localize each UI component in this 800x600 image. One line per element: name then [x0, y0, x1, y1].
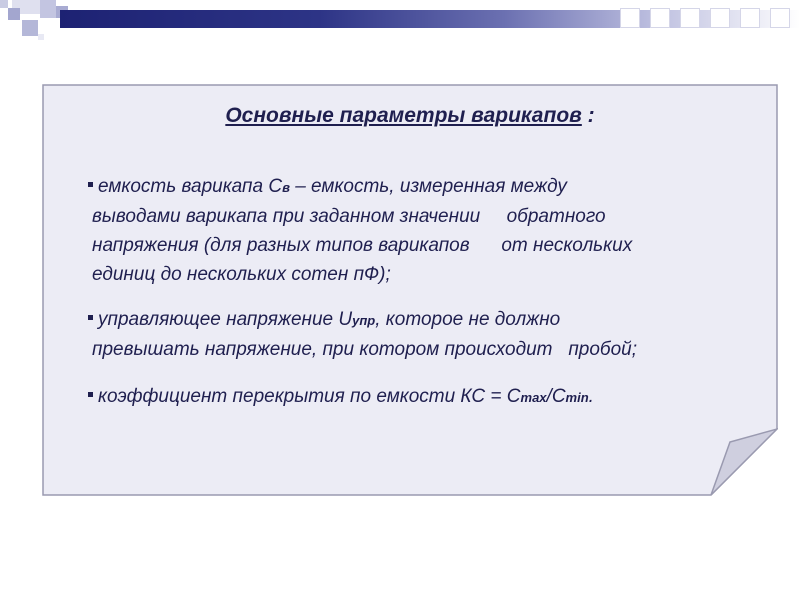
header-square	[710, 8, 730, 28]
bullet-line: выводами варикапа при заданном значении обратного	[92, 206, 606, 227]
bullet-text: коэффициент перекрытия по емкости КС = С	[98, 386, 521, 407]
decor-square	[22, 20, 38, 36]
bullet-text: емкость варикапа C	[98, 176, 283, 197]
bullet-line	[86, 172, 756, 202]
bullet-text: – емкость, измеренная между	[289, 176, 567, 197]
bullet-line: единиц до нескольких сотен пФ);	[92, 264, 391, 285]
decor-square	[0, 0, 8, 8]
bullet-marker-icon	[88, 182, 93, 187]
title-suffix: :	[581, 104, 595, 127]
header-square	[650, 8, 670, 28]
bullet-text: , которое не должно	[375, 309, 561, 330]
subscript: упр	[352, 313, 376, 328]
subscript: max	[520, 390, 547, 405]
bullet-text: .	[588, 386, 594, 407]
bullet-marker-icon	[88, 315, 93, 320]
subscript: в	[282, 180, 290, 195]
subscript: min	[565, 390, 589, 405]
card-content	[42, 84, 778, 496]
bullet-line: напряжения (для разных типов варикапов от нескольких	[92, 235, 633, 256]
header-square	[770, 8, 790, 28]
header-square	[620, 8, 640, 28]
decor-square	[40, 0, 56, 18]
bullet-text: управляющее напряжение U	[98, 309, 353, 330]
title-text: Основные параметры варикапов	[225, 104, 582, 127]
decor-square	[38, 34, 44, 40]
slide-title	[42, 104, 778, 128]
bullet-item-capacitance	[86, 172, 756, 289]
bullet-line	[86, 382, 756, 412]
header-square	[740, 8, 760, 28]
decor-square	[8, 8, 20, 20]
bullet-line	[86, 305, 756, 335]
bullet-text: /С	[546, 386, 566, 407]
bullet-marker-icon	[88, 392, 93, 397]
bullet-line: превышать напряжение, при котором происходит пробой;	[92, 339, 638, 360]
header-square-row	[60, 0, 800, 40]
header-square	[680, 8, 700, 28]
bullet-item-control-voltage	[86, 305, 756, 364]
bullet-item-overlap-coefficient	[86, 382, 756, 412]
